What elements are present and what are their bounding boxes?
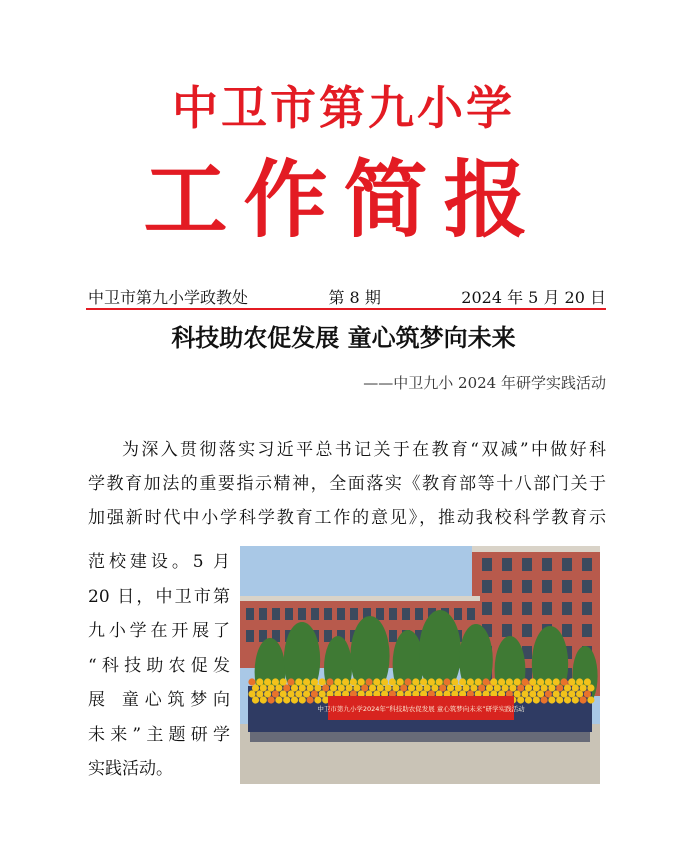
photo-window	[522, 558, 532, 571]
photo-building-roof	[472, 546, 600, 552]
photo-hat	[248, 678, 255, 685]
side-line: 展 童心筑梦向	[88, 690, 230, 710]
photo-window	[542, 558, 552, 571]
photo-hat	[568, 690, 575, 697]
issue-info-line	[88, 284, 606, 308]
photo-window	[562, 580, 572, 593]
photo-hat	[584, 690, 591, 697]
photo-window	[389, 608, 397, 620]
photo-window	[454, 608, 462, 620]
side-line: “科技助农促发	[88, 655, 230, 676]
photo-hat	[506, 678, 513, 685]
photo-hat	[385, 684, 392, 691]
photo-hat	[275, 684, 282, 691]
photo-hat	[291, 684, 298, 691]
photo-window	[402, 608, 410, 620]
issue-number: 第 8 期	[328, 287, 381, 307]
photo-window	[502, 558, 512, 571]
photo-hat	[314, 696, 321, 703]
photo-window	[582, 558, 592, 571]
photo-window	[562, 624, 572, 637]
photo-window	[337, 608, 345, 620]
photo-hat	[319, 678, 326, 685]
photo-hat	[560, 678, 567, 685]
photo-hat	[275, 696, 282, 703]
article-side-text	[88, 545, 230, 787]
photo-hat	[287, 690, 294, 697]
photo-hat	[299, 696, 306, 703]
side-line: 范校建设。5 月	[88, 552, 230, 572]
photo-hat	[346, 684, 353, 691]
photo-hat	[268, 696, 275, 703]
intro-line: 加强新时代中小学科学教育工作的意见》，推动我校科学教育示	[88, 508, 606, 528]
photo-hat	[303, 678, 310, 685]
photo-hat	[252, 696, 259, 703]
intro-line: 为深入贯彻落实习近平总书记关于在教育“双减”中做好科	[122, 440, 606, 460]
photo-hat	[521, 690, 528, 697]
photo-hat	[560, 690, 567, 697]
article-intro	[88, 433, 606, 535]
photo-window	[298, 608, 306, 620]
photo-hat	[584, 678, 591, 685]
photo-hat	[326, 678, 333, 685]
photo-crowd-legs	[250, 732, 590, 742]
photo-hat	[529, 678, 536, 685]
photo-hat	[252, 684, 259, 691]
photo-hat	[319, 690, 326, 697]
photo-hat	[311, 678, 318, 685]
photo-window	[542, 580, 552, 593]
photo-window	[259, 608, 267, 620]
photo-hat	[353, 684, 360, 691]
photo-hat	[416, 684, 423, 691]
photo-banner-text: 中卫市第九小学2024年“科技助农促发展 童心筑梦向未来”研学实践活动	[317, 705, 525, 713]
photo-hat	[436, 678, 443, 685]
photo-hat	[514, 690, 521, 697]
photo-hat	[517, 684, 524, 691]
photo-hat	[509, 684, 516, 691]
photo-hat	[525, 696, 532, 703]
photo-hat	[314, 684, 321, 691]
photo-hat	[553, 678, 560, 685]
photo-hat	[392, 684, 399, 691]
photo-hat	[420, 678, 427, 685]
photo-hat	[256, 690, 263, 697]
photo-hat	[580, 696, 587, 703]
photo-window	[246, 608, 254, 620]
photo-hat	[400, 684, 407, 691]
photo-hat	[330, 684, 337, 691]
photo-hat	[291, 696, 298, 703]
photo-hat	[587, 684, 594, 691]
photo-hat	[470, 684, 477, 691]
intro-line: 学教育加法的重要指示精神，全面落实《教育部等十八部门关于	[88, 474, 606, 494]
photo-window	[582, 624, 592, 637]
photo-hat	[564, 696, 571, 703]
photo-hat	[311, 690, 318, 697]
photo-hat	[572, 684, 579, 691]
photo-hat	[334, 678, 341, 685]
photo-hat	[408, 684, 415, 691]
photo-hat	[580, 684, 587, 691]
side-line: 实践活动。	[88, 759, 173, 779]
photo-hat	[548, 696, 555, 703]
photo-window	[522, 624, 532, 637]
photo-hat	[545, 690, 552, 697]
photo-hat	[280, 678, 287, 685]
photo-window	[482, 580, 492, 593]
photo-hat	[424, 684, 431, 691]
photo-window	[482, 602, 492, 615]
photo-hat	[358, 678, 365, 685]
photo-window	[522, 580, 532, 593]
photo-hat	[514, 678, 521, 685]
photo-window	[376, 608, 384, 620]
photo-hat	[564, 684, 571, 691]
issue-date: 2024 年 5 月 20 日	[461, 287, 606, 307]
photo-hat	[478, 684, 485, 691]
photo-window	[502, 580, 512, 593]
photo-hat	[303, 690, 310, 697]
photo-hat	[350, 678, 357, 685]
photo-hat	[525, 684, 532, 691]
side-line: 九小学在开展了	[88, 621, 230, 641]
article-headline: 科技助农促发展 童心筑梦向未来	[171, 323, 516, 352]
photo-hat	[365, 678, 372, 685]
photo-hat	[295, 678, 302, 685]
photo-hat	[541, 696, 548, 703]
photo-hat	[529, 690, 536, 697]
photo-hat	[307, 684, 314, 691]
photo-hat	[322, 684, 329, 691]
photo-hat	[451, 678, 458, 685]
photo-hat	[361, 684, 368, 691]
photo-window	[562, 602, 572, 615]
photo-hat	[533, 684, 540, 691]
photo-hat	[541, 684, 548, 691]
photo-window	[324, 630, 332, 642]
photo-hat	[260, 684, 267, 691]
photo-hat	[447, 684, 454, 691]
bulletin-title: 工作简报	[143, 151, 544, 249]
article-subtitle: ——中卫九小 2024 年研学实践活动	[363, 374, 606, 392]
photo-hat	[299, 684, 306, 691]
photo-window	[582, 580, 592, 593]
photo-hat	[264, 690, 271, 697]
photo-hat	[389, 678, 396, 685]
photo-window	[482, 558, 492, 571]
photo-hat	[490, 678, 497, 685]
photo-window	[350, 608, 358, 620]
group-photo-illustration	[240, 546, 600, 784]
photo-hat	[537, 690, 544, 697]
photo-hat	[264, 678, 271, 685]
department: 中卫市第九小学政教处	[88, 287, 249, 307]
photo-hat	[587, 696, 594, 703]
photo-building-eave	[240, 596, 480, 601]
photo-window	[562, 558, 572, 571]
photo-hat	[517, 696, 524, 703]
photo-window	[272, 608, 280, 620]
photo-hat	[369, 684, 376, 691]
photo-hat	[498, 678, 505, 685]
photo-hat	[467, 678, 474, 685]
photo-window	[582, 602, 592, 615]
photo-hat	[556, 696, 563, 703]
photo-hat	[576, 678, 583, 685]
photo-window	[246, 630, 254, 642]
photo-hat	[463, 684, 470, 691]
photo-hat	[397, 678, 404, 685]
photo-hat	[381, 678, 388, 685]
photo-window	[502, 602, 512, 615]
photo-window	[311, 608, 319, 620]
group-photo	[240, 546, 600, 784]
photo-window	[522, 602, 532, 615]
photo-hat	[482, 678, 489, 685]
photo-window	[467, 608, 475, 620]
photo-hat	[256, 678, 263, 685]
photo-window	[542, 602, 552, 615]
photo-hat	[412, 678, 419, 685]
photo-hat	[404, 678, 411, 685]
photo-hat	[556, 684, 563, 691]
photo-hat	[431, 684, 438, 691]
photo-hat	[486, 684, 493, 691]
red-divider	[86, 308, 606, 310]
photo-hat	[338, 684, 345, 691]
photo-hat	[283, 696, 290, 703]
photo-hat	[475, 678, 482, 685]
photo-hat	[287, 678, 294, 685]
photo-window	[502, 624, 512, 637]
photo-hat	[502, 684, 509, 691]
photo-hat	[443, 678, 450, 685]
photo-hat	[428, 678, 435, 685]
photo-hat	[272, 690, 279, 697]
photo-hat	[272, 678, 279, 685]
school-name: 中卫市第九小学	[172, 81, 515, 135]
photo-hat	[439, 684, 446, 691]
photo-window	[389, 630, 397, 642]
photo-hat	[553, 690, 560, 697]
side-line: 未来”主题研学	[88, 724, 230, 745]
photo-hat	[260, 696, 267, 703]
photo-window	[415, 608, 423, 620]
photo-hat	[545, 678, 552, 685]
photo-hat	[268, 684, 275, 691]
photo-hat	[521, 678, 528, 685]
photo-hat	[572, 696, 579, 703]
photo-hat	[307, 696, 314, 703]
photo-hat	[537, 678, 544, 685]
photo-hat	[377, 684, 384, 691]
photo-hat	[373, 678, 380, 685]
side-line: 20 日，中卫市第	[88, 586, 230, 607]
photo-hat	[342, 678, 349, 685]
photo-hat	[283, 684, 290, 691]
photo-hat	[533, 696, 540, 703]
photo-window	[324, 608, 332, 620]
photo-hat	[248, 690, 255, 697]
photo-hat	[280, 690, 287, 697]
photo-hat	[568, 678, 575, 685]
photo-hat	[455, 684, 462, 691]
photo-window	[285, 608, 293, 620]
photo-hat	[459, 678, 466, 685]
photo-hat	[548, 684, 555, 691]
photo-hat	[295, 690, 302, 697]
photo-hat	[494, 684, 501, 691]
photo-hat	[576, 690, 583, 697]
